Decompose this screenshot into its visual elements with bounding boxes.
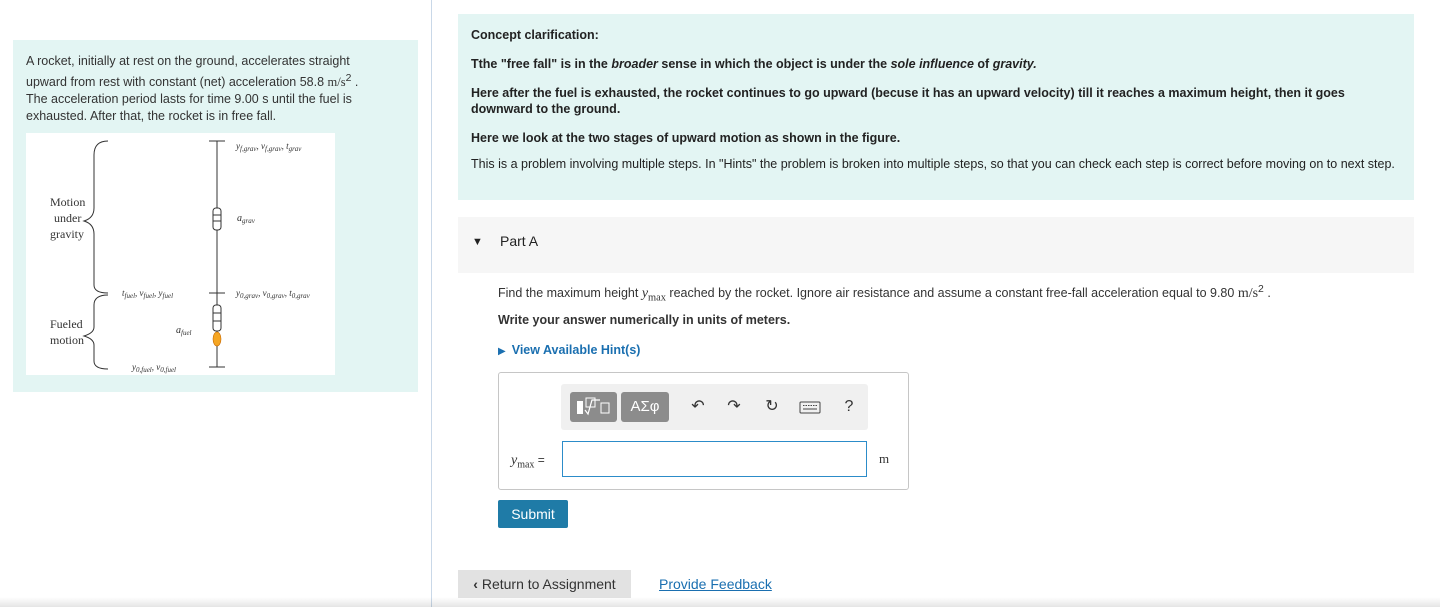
caret-right-icon: ▶	[498, 346, 506, 357]
label-fueled: Fueled	[50, 317, 83, 331]
redo-icon[interactable]: ↷	[727, 398, 741, 415]
concept-title: Concept clarification:	[471, 28, 599, 42]
help-icon[interactable]: ?	[844, 398, 854, 415]
keyboard-icon[interactable]	[797, 392, 823, 422]
math-toolbar	[561, 384, 868, 430]
answer-instruction: Write your answer numerically in units of meters.	[498, 313, 791, 327]
brace-gravity	[84, 141, 108, 293]
rocket-fueled	[213, 305, 221, 346]
label-bottom: $y_{0,fuel}$, $v_{0,fuel}$	[132, 362, 176, 374]
part-a-header[interactable]	[458, 217, 1414, 273]
label-under: under	[54, 211, 82, 225]
problem-text-1: A rocket, initially at rest on the ground, accelerates straight upward from rest with constant (net) acceleration 58.8	[26, 54, 350, 90]
brace-fueled	[84, 295, 108, 369]
concept-line-exhausted: Here after the fuel is exhausted, the rocket continues to go upward (becuse it has an upward velocity) till it reaches a maximum height, then it goes downward to the ground.	[471, 86, 1345, 116]
reset-icon[interactable]: ↻	[765, 398, 779, 415]
provide-feedback-link[interactable]: Provide Feedback	[659, 576, 772, 592]
label-gravity: gravity	[50, 227, 84, 241]
templates-button[interactable]	[570, 392, 617, 422]
bottom-shadow	[0, 597, 1440, 607]
concept-clarification-box	[458, 14, 1414, 200]
label-mid-right: $y_{0,grav}$, $v_{0,grav}$, $t_{0,grav}$	[236, 288, 310, 300]
concept-line-multiple-steps: This is a problem involving multiple steps. In "Hints" the problem is broken into multiple steps, so that you can check each step is correct before moving on to next step.	[471, 157, 1395, 171]
label-a-fuel: $a_{fuel}$	[176, 325, 192, 337]
chevron-left-icon: ‹	[473, 576, 482, 592]
rocket-coasting	[213, 208, 221, 230]
label-a-grav: $a_{grav}$	[237, 213, 255, 225]
answer-box	[498, 372, 909, 490]
problem-panel	[13, 40, 418, 392]
rocket-figure	[26, 133, 335, 375]
label-motion: Motion	[50, 195, 86, 209]
column-divider	[431, 0, 432, 607]
part-a-label: Part A	[500, 233, 539, 249]
problem-text-2: . The acceleration period lasts for time 9.00 s until the fuel is exhausted. After that, the rocket is in free fall.	[26, 75, 359, 124]
answer-unit: m	[879, 451, 890, 466]
label-top-vars: $y_{f,grav}$, $v_{f,grav}$, $t_{grav}$	[236, 141, 302, 153]
label-mid-left: $t_{fuel}$, $v_{fuel}$, $y_{fuel}$	[122, 288, 174, 300]
concept-line-freefall: Tthe "free fall" is in the broader sense in which the object is under the sole influence of gravity.	[471, 57, 1037, 71]
answer-variable-label: $y_{max}$ =	[511, 453, 545, 471]
accel-exponent: 2	[345, 73, 352, 84]
caret-down-icon[interactable]: ▼	[472, 236, 483, 248]
question-text: Find the maximum height $y_{max}$ reached by the rocket. Ignore air resistance and assume a constant free-fall acceleration equal to 9.80 $m/s^2$ .	[498, 284, 1271, 304]
submit-button[interactable]: Submit	[498, 500, 568, 528]
problem-statement	[26, 53, 381, 125]
return-to-assignment-button[interactable]: ‹ Return to Assignment	[458, 570, 631, 598]
view-hints-link[interactable]: ▶ View Available Hint(s)	[498, 343, 641, 357]
answer-input[interactable]	[562, 441, 867, 477]
accel-unit: m/s	[327, 75, 346, 90]
templates-icon	[570, 392, 617, 422]
undo-icon[interactable]: ↶	[691, 398, 705, 415]
label-motion-2: motion	[50, 333, 85, 347]
greek-button[interactable]: ΑΣφ	[621, 392, 669, 422]
concept-line-two-stages: Here we look at the two stages of upward motion as shown in the figure.	[471, 131, 901, 145]
